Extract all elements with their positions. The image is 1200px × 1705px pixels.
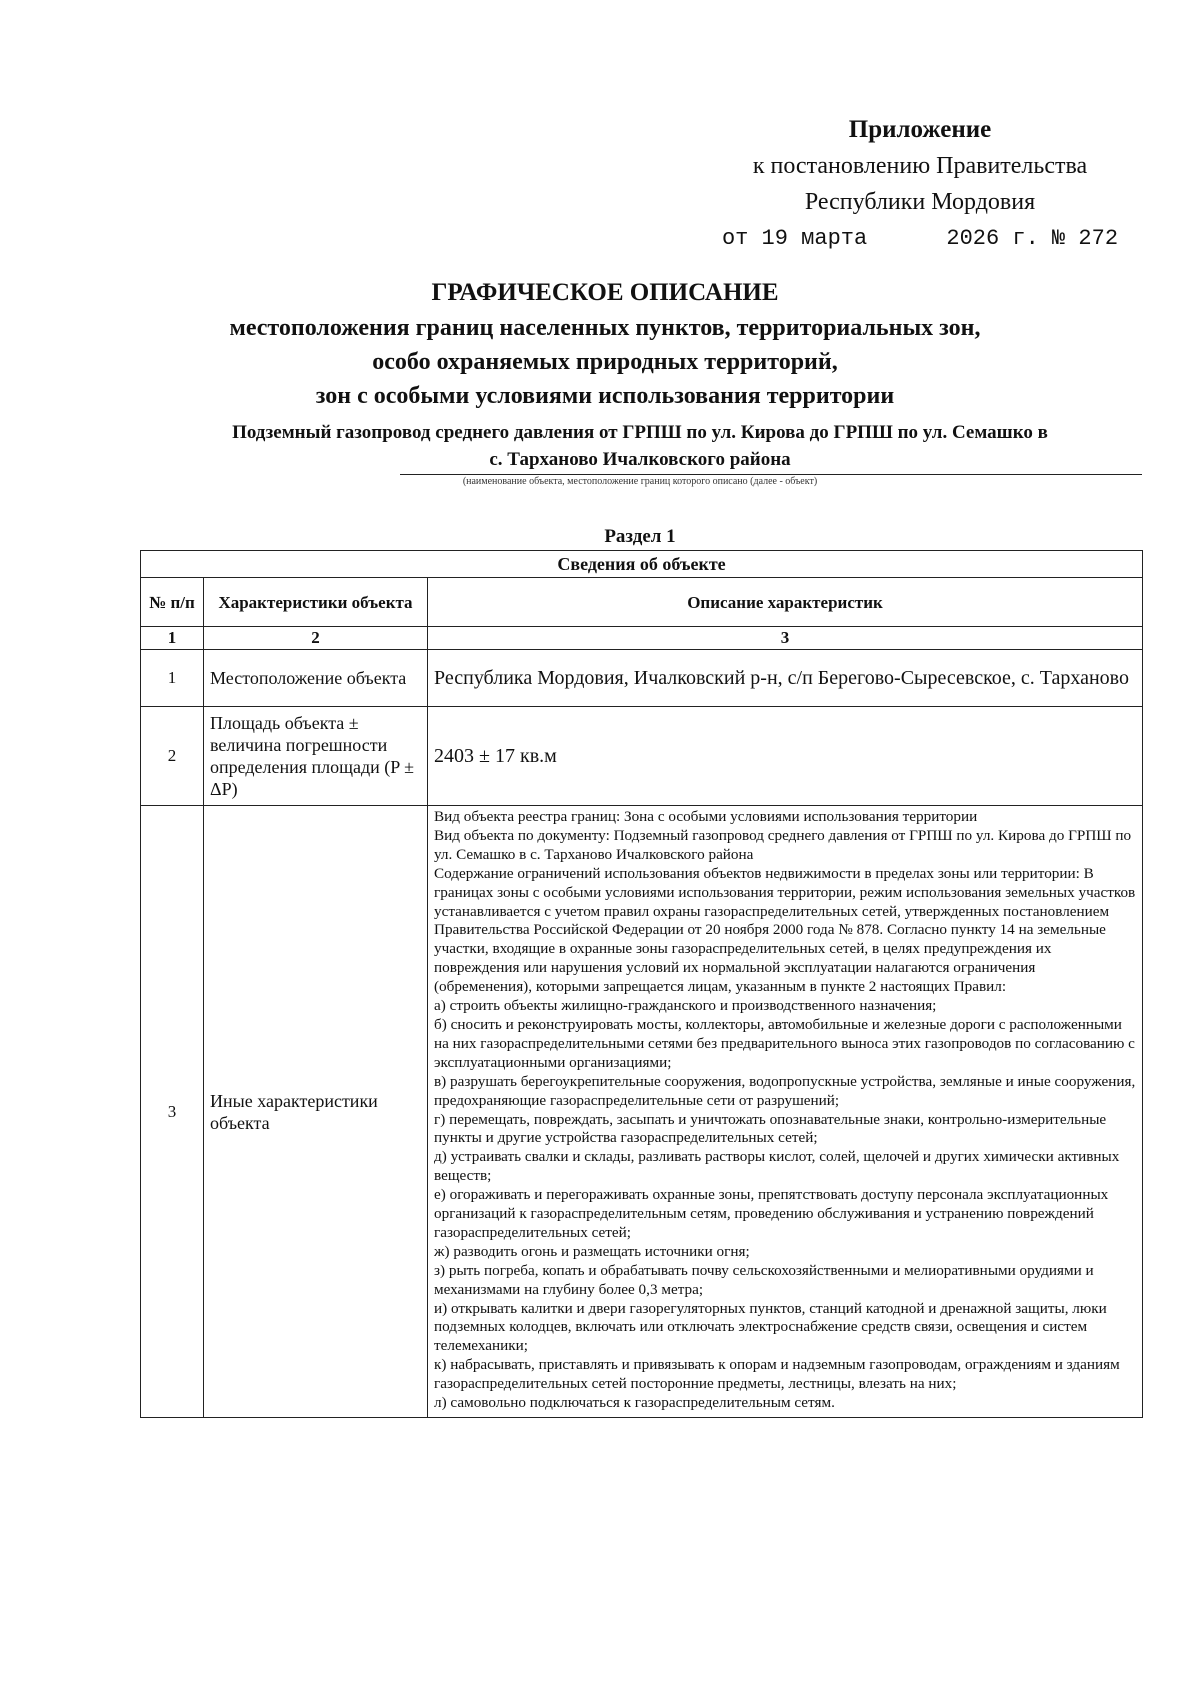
row-characteristic: Местоположение объекта — [204, 650, 428, 707]
object-info-table — [140, 550, 1143, 1418]
header-description: Описание характеристик — [428, 578, 1143, 627]
document-title — [80, 275, 1130, 413]
object-underline — [400, 474, 1142, 475]
document-title-line-3: зон с особыми условиями использования территории — [315, 383, 895, 409]
object-name-line-1: Подземный газопровод среднего давления от ГРПШ по ул. Кирова до ГРПШ по ул. Семашко в — [232, 422, 1048, 443]
column-number: 2 — [204, 627, 428, 650]
table-caption: Сведения об объекте — [141, 551, 1143, 578]
appendix-title: Приложение — [848, 116, 992, 143]
table-row — [141, 650, 1143, 707]
appendix-date: от 19 марта 2026 г. № 272 — [721, 226, 1119, 251]
document-title-line-1: местоположения границ населенных пунктов, территориальных зон, — [229, 315, 981, 341]
object-name — [140, 419, 1140, 473]
row-characteristic: Площадь объекта ± величина погрешности определения площади (P ± ΔP) — [204, 707, 428, 806]
column-number: 3 — [428, 627, 1143, 650]
column-numbers-row — [141, 627, 1143, 650]
row-description: Республика Мордовия, Ичалковский р-н, с/п Берегово-Сыресевское, с. Тарханово — [428, 650, 1143, 707]
object-caption: (наименование объекта, местоположение границ которого описано (далее - объект) — [462, 476, 818, 487]
table-row — [141, 806, 1143, 1418]
row-description: Вид объекта реестра границ: Зона с особыми условиями использования территории Вид объекта по документу: Подземный газопровод среднего давления от ГРПШ по ул. Кирова до ГРПШ по ул. Семашко в с. Тарханово Ичалковского района Содержание ограничений использования объектов недвижимости в пределах зоны или территории: В границах зоны с особыми условиями использования территории, режим использования земельных участков устанавливается с учетом правил охраны газораспределительных сетей, утвержденных постановлением Правительства Российской Федерации от 20 ноября 2000 года № 878. Согласно пункту 14 на земельные участки, входящие в охранные зоны газораспределительных сетей, в целях предупреждения их повреждения или нарушения условий их нормальной эксплуатации налагаются ограничения (обременения), которыми запрещается лицам, указанным в пункте 2 настоящих Правил: а) строить объекты жилищно-гражданского и производственного назначения; б) сносить и реконструировать мосты, коллекторы, автомобильные и железные дороги с расположенными на них газораспределительными сетями без предварительного выноса этих газопроводов по согласованию с эксплуатационными организациями; в) разрушать берегоукрепительные сооружения, водопропускные устройства, земляные и иные сооружения, предохраняющие газораспределительные сети от разрушений; г) перемещать, повреждать, засыпать и уничтожать опознавательные знаки, контрольно-измерительные пункты и другие устройства газораспределительных сетей; д) устраивать свалки и склады, разливать растворы кислот, солей, щелочей и других химически активных веществ; е) огораживать и перегораживать охранные зоны, препятствовать доступу персонала эксплуатационных организаций к газораспределительным сетям, проведению обслуживания и устранению повреждений газораспределительных сетей; ж) разводить огонь и размещать источники огня; з) рыть погреба, копать и обрабатывать почву сельскохозяйственными и мелиоративными орудиями и механизмами на глубину более 0,3 метра; и) открывать калитки и двери газорегуляторных пунктов, станций катодной и дренажной защиты, люки подземных колодцев, включать или отключать электроснабжение средств связи, освещения и систем телемеханики; к) набрасывать, приставлять и привязывать к опорам и надземным газопроводам, ограждениям и зданиям газораспределительных сетей посторонние предметы, лестницы, влезать на них; л) самовольно подключаться к газораспределительным сетям. — [428, 806, 1143, 1418]
document-title-main: ГРАФИЧЕСКОЕ ОПИСАНИЕ — [431, 279, 779, 306]
appendix-block — [700, 112, 1140, 258]
table-caption-row — [141, 551, 1143, 578]
header-characteristic: Характеристики объекта — [204, 578, 428, 627]
table-header-row — [141, 578, 1143, 627]
row-description: 2403 ± 17 кв.м — [428, 707, 1143, 806]
table-row — [141, 707, 1143, 806]
row-number: 2 — [141, 707, 204, 806]
row-number: 3 — [141, 806, 204, 1418]
document-title-line-2: особо охраняемых природных территорий, — [372, 349, 838, 375]
appendix-line-2: Республики Мордовия — [804, 189, 1036, 215]
row-number: 1 — [141, 650, 204, 707]
header-num: № п/п — [141, 578, 204, 627]
appendix-line-1: к постановлению Правительства — [752, 153, 1088, 179]
column-number: 1 — [141, 627, 204, 650]
row-characteristic: Иные характеристики объекта — [204, 806, 428, 1418]
object-name-line-2: с. Тарханово Ичалковского района — [489, 449, 791, 470]
section-title: Раздел 1 — [604, 526, 676, 547]
